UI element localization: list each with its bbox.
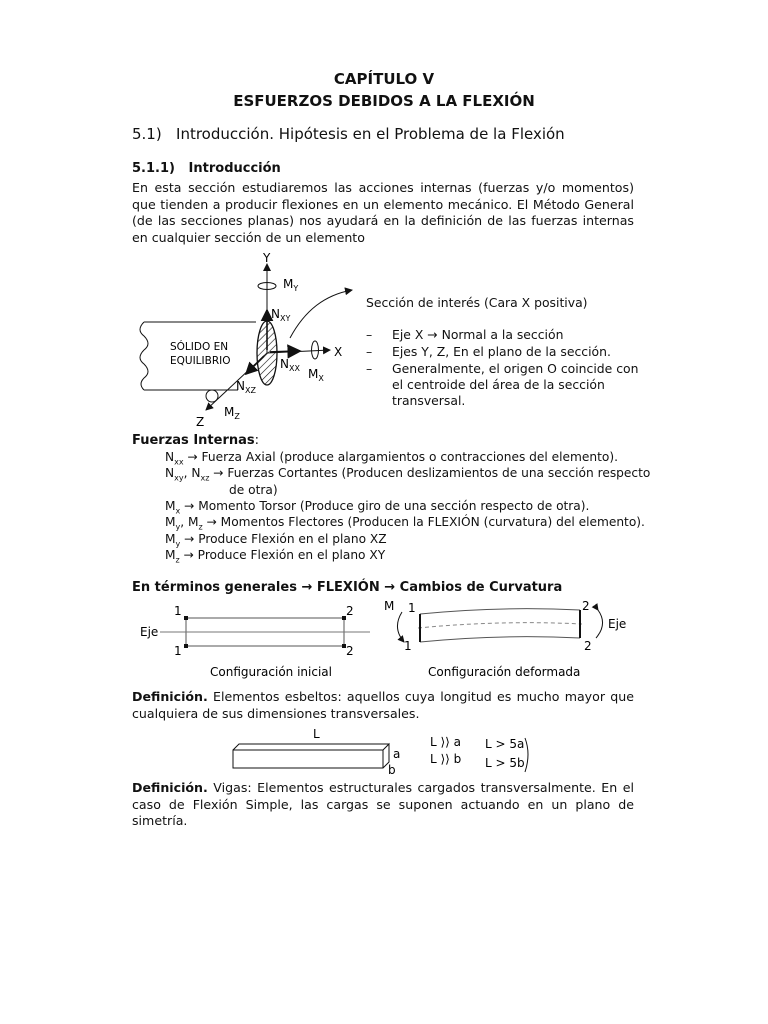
- length-label: L: [313, 727, 320, 741]
- axis-y-label: Y: [263, 251, 271, 265]
- beam-front: [233, 744, 389, 768]
- relation-la: L ⟩⟩ a: [430, 735, 462, 749]
- definition-1: Definición. Elementos esbeltos: aquellos cuya longitud es mucho mayor que cualquiera de sus dimensiones transversales.: [132, 689, 634, 721]
- deformed-node-1-top: 1: [408, 601, 416, 615]
- nxx-arrow: [270, 351, 300, 352]
- initial-eje-label: Eje: [140, 625, 159, 639]
- axis-z-label: Z: [196, 415, 205, 429]
- section-title: Introducción. Hipótesis en el Problema de la Flexión: [176, 125, 565, 143]
- internal-forces-diagram: [130, 250, 370, 430]
- deformed-axis: [418, 623, 582, 628]
- section-heading: [132, 125, 565, 143]
- axis-x-label: X: [334, 345, 343, 359]
- my-label: $M_Y$: [283, 277, 299, 293]
- force-line: $M_z$ → Produce Flexión en el plano XY: [165, 548, 386, 565]
- width-label: a: [393, 747, 401, 761]
- subsection-title: Introducción: [188, 161, 281, 176]
- section-number: 5.1): [132, 125, 162, 143]
- height-label: b: [388, 763, 396, 777]
- mx-label: $M_X$: [308, 367, 324, 383]
- deformed-node-1-bottom: 1: [404, 639, 412, 653]
- initial-node-1-top: 1: [174, 604, 182, 618]
- deformed-beam: [420, 609, 580, 642]
- relation-lb: L ⟩⟩ b: [430, 752, 462, 766]
- relation-l5a: L > 5a: [485, 737, 525, 751]
- subsection-number: 5.1.1): [132, 161, 175, 176]
- force-line: $M_y$ → Produce Flexión en el plano XZ: [165, 532, 387, 549]
- force-line: $N_{xy}$, $N_{xz}$ → Fuerzas Cortantes (Producen deslizamientos de una sección respecto: [165, 466, 651, 483]
- initial-caption: Configuración inicial: [210, 665, 332, 679]
- chapter-subtitle: ESFUERZOS DEBIDOS A LA FLEXIÓN: [233, 92, 535, 110]
- leader-arrow: [290, 290, 352, 338]
- mx-moment: [312, 341, 319, 359]
- mz-moment: [206, 390, 218, 402]
- flexion-configuration-diagram: [130, 598, 640, 682]
- nxz-label: $N_{XZ}$: [236, 379, 256, 395]
- internal-forces-heading: Fuerzas Internas:: [132, 433, 260, 448]
- deformed-eje-label: Eje: [608, 617, 627, 631]
- definition-2: Definición. Vigas: Elementos estructurales cargados transversalmente. En el caso de Flexión Simple, las cargas se suponen actuando en un plano de simetría.: [132, 780, 634, 828]
- force-line: $N_{xx}$ → Fuerza Axial (produce alargamientos o contracciones del elemento).: [165, 450, 619, 467]
- subsection-heading: [132, 161, 281, 176]
- deformed-m-label: M: [384, 599, 395, 613]
- mz-label: $M_Z$: [224, 405, 240, 421]
- force-line: $M_x$ → Momento Torsor (Produce giro de una sección respecto de otra).: [165, 499, 590, 516]
- nxy-label: $N_{XY}$: [271, 307, 291, 323]
- initial-node-1-bottom: 1: [174, 644, 182, 658]
- nxx-label: $N_{XX}$: [280, 357, 300, 373]
- break-line: [140, 322, 148, 390]
- force-line: $M_y$, $M_z$ → Momentos Flectores (Producen la FLEXIÓN (curvatura) del elemento).: [165, 515, 645, 532]
- deformed-node-2-bottom: 2: [584, 639, 592, 653]
- left-moment-arc: [397, 612, 404, 642]
- chapter-title: CAPÍTULO V: [333, 70, 435, 88]
- right-moment-arc: [596, 610, 603, 638]
- intro-paragraph: En esta sección estudiaremos las acciones internas (fuerzas y/o momentos) que tienden a producir flexiones en un elemento mecánico. El Método General (de las secciones planas) nos ayudará en la definición de las fuerzas internas en cualquier sección de un elemento: [132, 180, 634, 245]
- relation-l5b: L > 5b: [485, 756, 525, 770]
- solid-label-2: EQUILIBRIO: [170, 355, 231, 367]
- deformed-caption: Configuración deformada: [428, 665, 581, 679]
- initial-node-2-bottom: 2: [346, 644, 354, 658]
- deformed-node-2-top: 2: [582, 599, 590, 613]
- general-terms-heading: En términos generales → FLEXIÓN → Cambios de Curvatura: [132, 580, 563, 595]
- beam-top: [233, 744, 389, 750]
- section-interest-label: Sección de interés (Cara X positiva): [366, 295, 588, 310]
- slender-element-diagram: [225, 724, 545, 780]
- initial-node-2-top: 2: [346, 604, 354, 618]
- solid-label-1: SÓLIDO EN: [170, 341, 229, 353]
- force-line: de otra): [229, 483, 278, 497]
